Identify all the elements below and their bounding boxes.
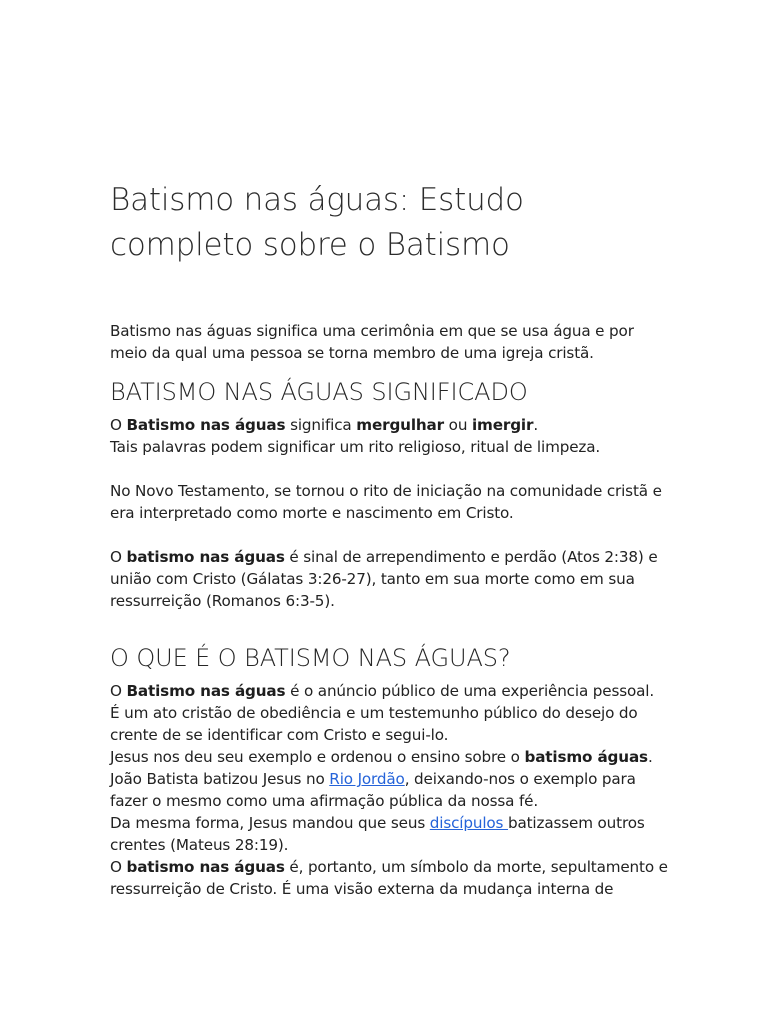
o-que-e-paragraph-3: Jesus nos deu seu exemplo e ordenou o ensino sobre o batismo águas. João Batista batizou Jesus no Rio Jordão, deixando-nos o exemplo para fazer o mesmo como uma afirmação pública da nossa fé. <box>110 748 653 810</box>
intro-paragraph: Batismo nas águas significa uma cerimônia em que se usa água e por meio da qual uma pessoa se torna membro de uma igreja cristã. <box>110 322 634 362</box>
significado-paragraph-1-line2: Tais palavras podem significar um rito religioso, ritual de limpeza. <box>110 438 601 456</box>
section-heading-o-que-e: O QUE É O BATISMO NAS ÁGUAS? <box>110 644 511 672</box>
significado-paragraph-2: No Novo Testamento, se tornou o rito de iniciação na comunidade cristã e era interpretado como morte e nascimento em Cristo. <box>110 482 662 522</box>
rio-jordao-link[interactable]: Rio Jordão <box>329 770 405 788</box>
o-que-e-paragraph-2: É um ato cristão de obediência e um testemunho público do desejo do crente de se identificar com Cristo e segui-lo. <box>110 704 638 744</box>
article <box>110 178 670 900</box>
discipulos-link[interactable]: discípulos <box>429 814 508 832</box>
significado-paragraph-1: O Batismo nas águas significa mergulhar ou imergir. <box>110 416 539 434</box>
section-heading-significado: BATISMO NAS ÁGUAS SIGNIFICADO <box>110 378 528 406</box>
o-que-e-paragraph-5: O batismo nas águas é, portanto, um símbolo da morte, sepultamento e ressurreição de Cristo. É uma visão externa da mudança interna de <box>110 858 668 898</box>
page-title: Batismo nas águas: Estudo completo sobre o Batismo <box>110 182 524 263</box>
significado-paragraph-3: O batismo nas águas é sinal de arrependimento e perdão (Atos 2:38) e união com Cristo (Gálatas 3:26-27), tanto em sua morte como em sua ressurreição (Romanos 6:3-5). <box>110 548 658 610</box>
o-que-e-paragraph-1: O Batismo nas águas é o anúncio público de uma experiência pessoal. <box>110 682 655 700</box>
o-que-e-paragraph-4: Da mesma forma, Jesus mandou que seus discípulos batizassem outros crentes (Mateus 28:19). <box>110 814 645 854</box>
